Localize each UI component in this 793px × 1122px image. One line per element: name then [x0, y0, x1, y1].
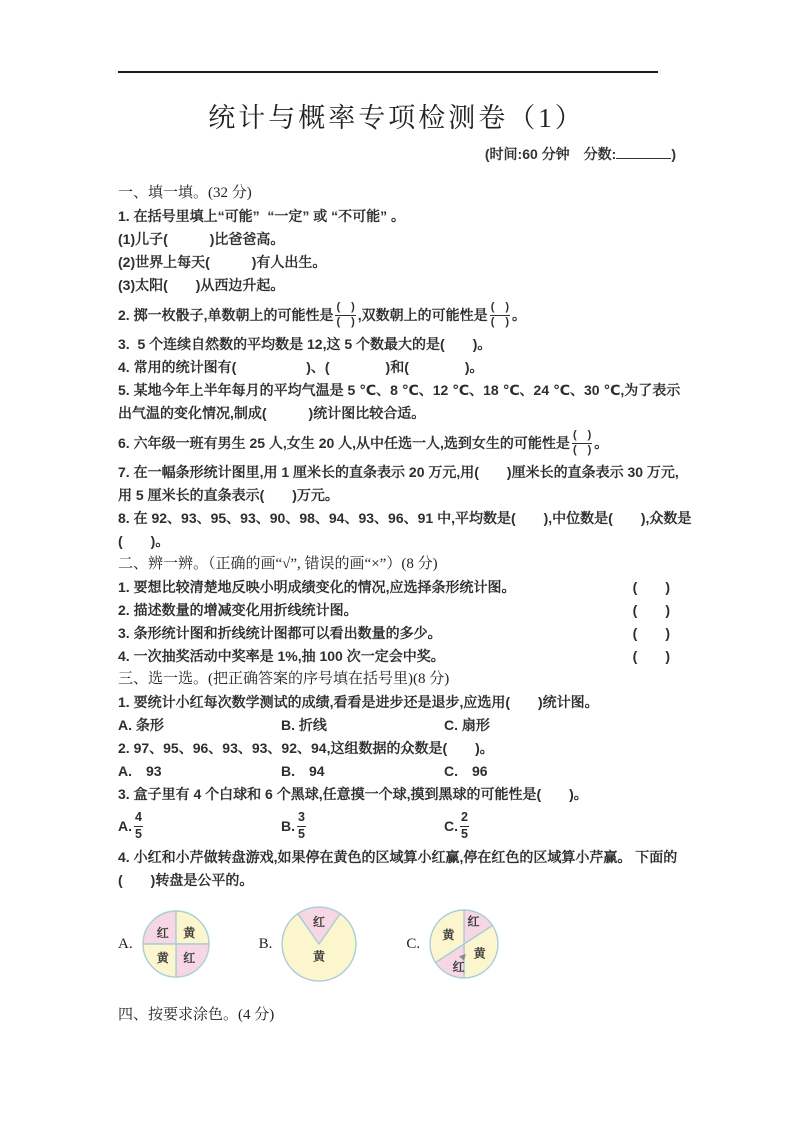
- s1-q5-line2: 出气温的变化情况,制成( )统计图比较合适。: [118, 405, 426, 421]
- s3-q1-options: [118, 714, 676, 737]
- s2-item-3-answer-blank: ( ): [632, 625, 670, 641]
- q4-spinner-choices: [118, 900, 676, 988]
- option-b-fraction: [297, 810, 306, 842]
- s1-q2-blank-fraction-2: [490, 301, 510, 330]
- score-blank-line: [616, 144, 671, 159]
- s1-q6-blank-fraction: [572, 429, 592, 458]
- s1-q6-text-a: 6. 六年级一班有男生 25 人,女生 20 人,从中任选一人,选到女生的可能性是: [118, 435, 570, 451]
- s3-q3-options: [118, 806, 676, 846]
- s3-q3-option-a: [118, 810, 281, 842]
- spinner-b-letter: B.: [258, 935, 273, 952]
- svg-text:红: 红: [467, 914, 480, 929]
- section2-heading: 二、辨一辨。（正确的画“√”, 错误的画“×”）(8 分): [118, 556, 438, 572]
- s3-q2: 2. 97、95、96、93、93、92、94,这组数据的众数是( )。: [118, 740, 494, 756]
- time-score-line: [485, 144, 676, 164]
- svg-text:黄: 黄: [156, 950, 169, 965]
- fraction-denominator-blank: ( ): [490, 315, 510, 328]
- svg-text:黄: 黄: [313, 949, 326, 964]
- s1-q1-sub2: (2)世界上每天( )有人出生。: [118, 254, 327, 270]
- fraction-numerator: 2: [460, 810, 469, 827]
- s3-q3-option-c: [444, 810, 471, 842]
- s1-q2-text-a: 2. 掷一枚骰子,单数朝上的可能性是: [118, 307, 334, 323]
- fraction-numerator-blank: ( ): [490, 301, 510, 316]
- svg-text:红: 红: [313, 914, 326, 929]
- fraction-denominator-blank: ( ): [336, 315, 355, 328]
- option-letter: C.: [444, 817, 458, 834]
- svg-text:黄: 黄: [473, 946, 486, 961]
- s2-item-1: [118, 576, 676, 599]
- s1-q8-line1: 8. 在 92、93、95、93、90、98、94、93、96、91 中,平均数是( ),中位数是( ),众数是: [118, 510, 692, 526]
- spinner-choice-b: [259, 905, 359, 983]
- option-letter: A.: [118, 817, 132, 834]
- fraction-numerator-blank: ( ): [335, 301, 355, 316]
- s3-q2-option-c: C. 96: [444, 763, 488, 779]
- s2-item-4-answer-blank: ( ): [632, 648, 670, 664]
- meta-prefix: (时间:60 分钟 分数:: [484, 146, 617, 162]
- spinner-choice-a: [118, 909, 211, 979]
- fraction-numerator-blank: ( ): [572, 429, 592, 444]
- s1-q3: 3. 5 个连续自然数的平均数是 12,这 5 个数最大的是( )。: [118, 336, 492, 352]
- s3-q3-option-b: [281, 810, 444, 842]
- s1-q2-blank-fraction-1: [335, 301, 355, 330]
- s2-item-2-answer-blank: ( ): [632, 602, 670, 618]
- option-c-fraction: [460, 810, 469, 842]
- s3-q2-options: [118, 760, 676, 783]
- fraction-denominator: 5: [135, 826, 142, 841]
- spinner-c-pie-graphic: [428, 908, 500, 980]
- svg-text:黄: 黄: [182, 925, 195, 940]
- s1-q2-text-b: ,双数朝上的可能性是: [357, 307, 488, 323]
- page-title: 统计与概率专项检测卷（1）: [208, 103, 585, 133]
- section4-heading: 四、按要求涂色。(4 分): [118, 1007, 275, 1023]
- s3-q2-option-a: A. 93: [118, 763, 162, 779]
- section1-heading: 一、填一填。(32 分): [118, 185, 252, 201]
- svg-text:黄: 黄: [442, 928, 455, 943]
- s3-q3: 3. 盒子里有 4 个白球和 6 个黑球,任意摸一个球,摸到黑球的可能性是( )。: [118, 786, 588, 802]
- spinner-b-pie-graphic: [280, 905, 358, 983]
- fraction-numerator: 4: [134, 810, 143, 827]
- svg-text:红: 红: [156, 925, 169, 940]
- s1-q2: [118, 297, 676, 333]
- test-paper-body: [118, 182, 692, 1027]
- header-rule: [118, 71, 658, 73]
- s1-q2-text-c: 。: [512, 307, 527, 323]
- s1-q6: [118, 425, 676, 461]
- s2-item-3: [118, 622, 676, 645]
- svg-text:红: 红: [452, 960, 465, 975]
- fraction-numerator: 3: [297, 810, 306, 827]
- s1-q4: 4. 常用的统计图有( )、( )和( )。: [118, 359, 484, 375]
- s3-q1: 1. 要统计小红每次数学测试的成绩,看看是进步还是退步,应选用( )统计图。: [118, 694, 599, 710]
- s2-item-2: [118, 599, 676, 622]
- s1-q5-line1: 5. 某地今年上半年每月的平均气温是 5 ℃、8 ℃、12 ℃、18 ℃、24 ℃、30 ℃,为了表示: [118, 382, 681, 398]
- section3-heading: 三、选一选。(把正确答案的序号填在括号里)(8 分): [118, 671, 450, 687]
- spinner-a-letter: A.: [118, 935, 133, 952]
- fraction-denominator-blank: ( ): [572, 443, 592, 456]
- spinner-choice-c: [406, 908, 500, 980]
- spinner-c-letter: C.: [406, 935, 421, 952]
- svg-text:红: 红: [182, 950, 195, 965]
- s1-q7-line2: 用 5 厘米长的直条表示( )万元。: [118, 487, 339, 503]
- s3-q1-option-c: C. 扇形: [444, 717, 490, 733]
- s1-q8-line2: ( )。: [118, 533, 170, 549]
- s2-item-1-text: 1. 要想比较清楚地反映小明成绩变化的情况,应选择条形统计图。: [118, 579, 516, 595]
- s3-q2-option-b: B. 94: [281, 763, 325, 779]
- s3-q4-line1: 4. 小红和小芹做转盘游戏,如果停在黄色的区域算小红赢,停在红色的区域算小芹赢。 下面的: [118, 849, 678, 865]
- s1-q1: 1. 在括号里填上“可能” “一定” 或 “不可能” 。: [118, 208, 406, 224]
- s2-item-1-answer-blank: ( ): [632, 579, 670, 595]
- option-a-fraction: [134, 810, 143, 842]
- s1-q7-line1: 7. 在一幅条形统计图里,用 1 厘米长的直条表示 20 万元,用( )厘米长的直条表示 30 万元,: [118, 464, 679, 480]
- s2-item-2-text: 2. 描述数量的增减变化用折线统计图。: [118, 602, 358, 618]
- s2-item-4: [118, 645, 676, 668]
- meta-suffix: ): [671, 146, 676, 162]
- s2-item-3-text: 3. 条形统计图和折线统计图都可以看出数量的多少。: [118, 625, 442, 641]
- s1-q6-text-b: 。: [594, 435, 609, 451]
- spinner-a-pie-graphic: [141, 909, 211, 979]
- option-letter: B.: [281, 817, 295, 834]
- s2-item-4-text: 4. 一次抽奖活动中奖率是 1%,抽 100 次一定会中奖。: [118, 648, 445, 664]
- s3-q4-line2: ( )转盘是公平的。: [118, 872, 254, 888]
- s3-q1-option-a: A. 条形: [118, 717, 164, 733]
- s3-q1-option-b: B. 折线: [281, 717, 327, 733]
- s1-q1-sub3: (3)太阳( )从西边升起。: [118, 277, 285, 293]
- fraction-denominator: 5: [298, 826, 305, 841]
- fraction-denominator: 5: [461, 826, 468, 841]
- s1-q1-sub1: (1)儿子( )比爸爸高。: [118, 231, 285, 247]
